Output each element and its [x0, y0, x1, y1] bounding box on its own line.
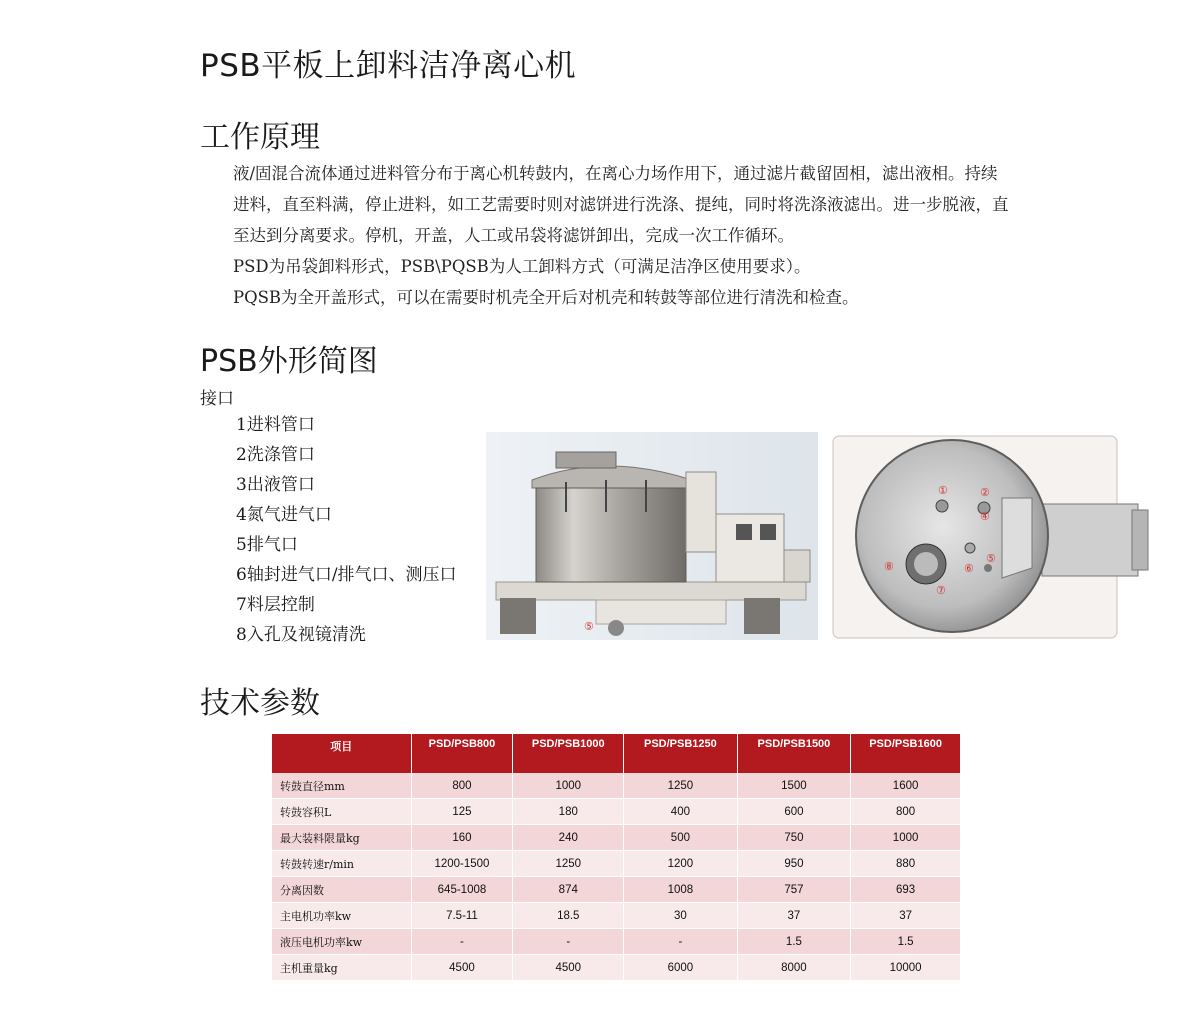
- page-title: PSB平板上卸料洁净离心机: [200, 48, 577, 84]
- lid-fittings: [556, 452, 616, 468]
- cell: 125: [411, 799, 513, 825]
- cell: -: [411, 929, 513, 955]
- outlet-pipe: [608, 620, 624, 636]
- marker-5: ⑤: [986, 553, 996, 565]
- marker-8: ⑧: [884, 561, 894, 573]
- cell: 4500: [411, 955, 513, 981]
- specs-heading: 技术参数: [200, 686, 320, 721]
- cell: 600: [737, 799, 851, 825]
- table-row: [272, 903, 961, 929]
- ports-title: 接口: [200, 389, 234, 409]
- marker-7: ⑦: [936, 585, 946, 597]
- cell: 7.5-11: [411, 903, 513, 929]
- port-item: 1进料管口: [236, 415, 315, 435]
- row-label: 转鼓直径mm: [272, 773, 411, 799]
- principle-paragraph-2: PSD为吊袋卸料形式，PSB\PQSB为人工卸料方式（可满足洁净区使用要求）。: [233, 257, 811, 276]
- cell: 800: [851, 799, 961, 825]
- table-row: [272, 773, 961, 799]
- principle-paragraph-3: PQSB为全开盖形式，可以在需要时机壳全开后对机壳和转鼓等部位进行清洗和检查。: [233, 288, 859, 307]
- cell: 4500: [513, 955, 624, 981]
- cell: 1.5: [851, 929, 961, 955]
- row-label: 转鼓容积L: [272, 799, 411, 825]
- motor-housing: [1042, 504, 1138, 576]
- row-label: 液压电机功率kw: [272, 929, 411, 955]
- cell: 1250: [513, 851, 624, 877]
- cell: 500: [624, 825, 738, 851]
- cell: 1008: [624, 877, 738, 903]
- cell: 18.5: [513, 903, 624, 929]
- outline-heading: PSB外形简图: [200, 344, 378, 379]
- cell: 1500: [737, 773, 851, 799]
- col-header: PSD/PSB1250: [624, 734, 738, 773]
- port-item: 2洗涤管口: [236, 445, 315, 465]
- row-label: 转鼓转速r/min: [272, 851, 411, 877]
- row-label: 主机重量kg: [272, 955, 411, 981]
- cell: 1600: [851, 773, 961, 799]
- base-plate: [496, 582, 806, 600]
- row-label: 分离因数: [272, 877, 411, 903]
- port-item: 6轴封进气口/排气口、测压口: [236, 565, 457, 585]
- table-row: [272, 851, 961, 877]
- cell: 6000: [624, 955, 738, 981]
- row-label: 最大装料限量kg: [272, 825, 411, 851]
- marker-6: ⑥: [964, 563, 974, 575]
- cell: -: [624, 929, 738, 955]
- cell: 240: [513, 825, 624, 851]
- cell: 800: [411, 773, 513, 799]
- cell: 874: [513, 877, 624, 903]
- ports-list: [236, 410, 457, 650]
- cell: 1200-1500: [411, 851, 513, 877]
- damper-left: [500, 598, 536, 634]
- cell: 750: [737, 825, 851, 851]
- row-label: 主电机功率kw: [272, 903, 411, 929]
- principle-heading: 工作原理: [200, 120, 320, 155]
- port-item: 8入孔及视镜清洗: [236, 625, 366, 645]
- cell: -: [513, 929, 624, 955]
- col-header: PSD/PSB1500: [737, 734, 851, 773]
- cell: 1200: [624, 851, 738, 877]
- cell: 1.5: [737, 929, 851, 955]
- cell: 1000: [513, 773, 624, 799]
- principle-paragraph-1: 液/固混合流体通过进料管分布于离心机转鼓内，在离心力场作用下，通过滤片截留固相，滤出液相。持续进料，直至料满，停止进料，如工艺需要时则对滤饼进行洗涤、提纯，同时将洗涤液滤出。进一步脱液，直至达到分离要求。停机，开盖，人工或吊袋将滤饼卸出，完成一次工作循环。: [233, 164, 1009, 245]
- port-item: 3出液管口: [236, 475, 315, 495]
- centrifuge-side-view: [486, 432, 818, 640]
- cell: 950: [737, 851, 851, 877]
- table-row: [272, 825, 961, 851]
- cell: 880: [851, 851, 961, 877]
- damper-right: [744, 598, 780, 634]
- col-header: PSD/PSB800: [411, 734, 513, 773]
- cell: 160: [411, 825, 513, 851]
- table-row: [272, 799, 961, 825]
- port-item: 4氮气进气口: [236, 505, 332, 525]
- spec-header-row: [272, 734, 961, 773]
- cell: 1000: [851, 825, 961, 851]
- col-header: PSD/PSB1600: [851, 734, 961, 773]
- cell: 37: [851, 903, 961, 929]
- cell: 693: [851, 877, 961, 903]
- marker-5-side: ⑤: [584, 621, 594, 633]
- port-item: 5排气口: [236, 535, 298, 555]
- spec-table: [272, 734, 961, 981]
- drum-casing: [536, 488, 686, 582]
- marker-1: ①: [938, 485, 948, 497]
- col-header: PSD/PSB1000: [513, 734, 624, 773]
- col-header-item: 项目: [272, 734, 411, 773]
- cell: 1250: [624, 773, 738, 799]
- marker-4: ④: [980, 511, 990, 523]
- cell: 645-1008: [411, 877, 513, 903]
- cell: 757: [737, 877, 851, 903]
- cell: 10000: [851, 955, 961, 981]
- port-item: 7料层控制: [236, 595, 315, 615]
- table-row: [272, 877, 961, 903]
- marker-2: ②: [980, 487, 990, 499]
- principle-text: [200, 158, 1010, 313]
- cell: 400: [624, 799, 738, 825]
- table-row: [272, 929, 961, 955]
- centrifuge-top-view: [832, 428, 1152, 640]
- table-row: [272, 955, 961, 981]
- cell: 30: [624, 903, 738, 929]
- hydraulic-arm: [686, 472, 716, 552]
- cell: 37: [737, 903, 851, 929]
- cell: 8000: [737, 955, 851, 981]
- cell: 180: [513, 799, 624, 825]
